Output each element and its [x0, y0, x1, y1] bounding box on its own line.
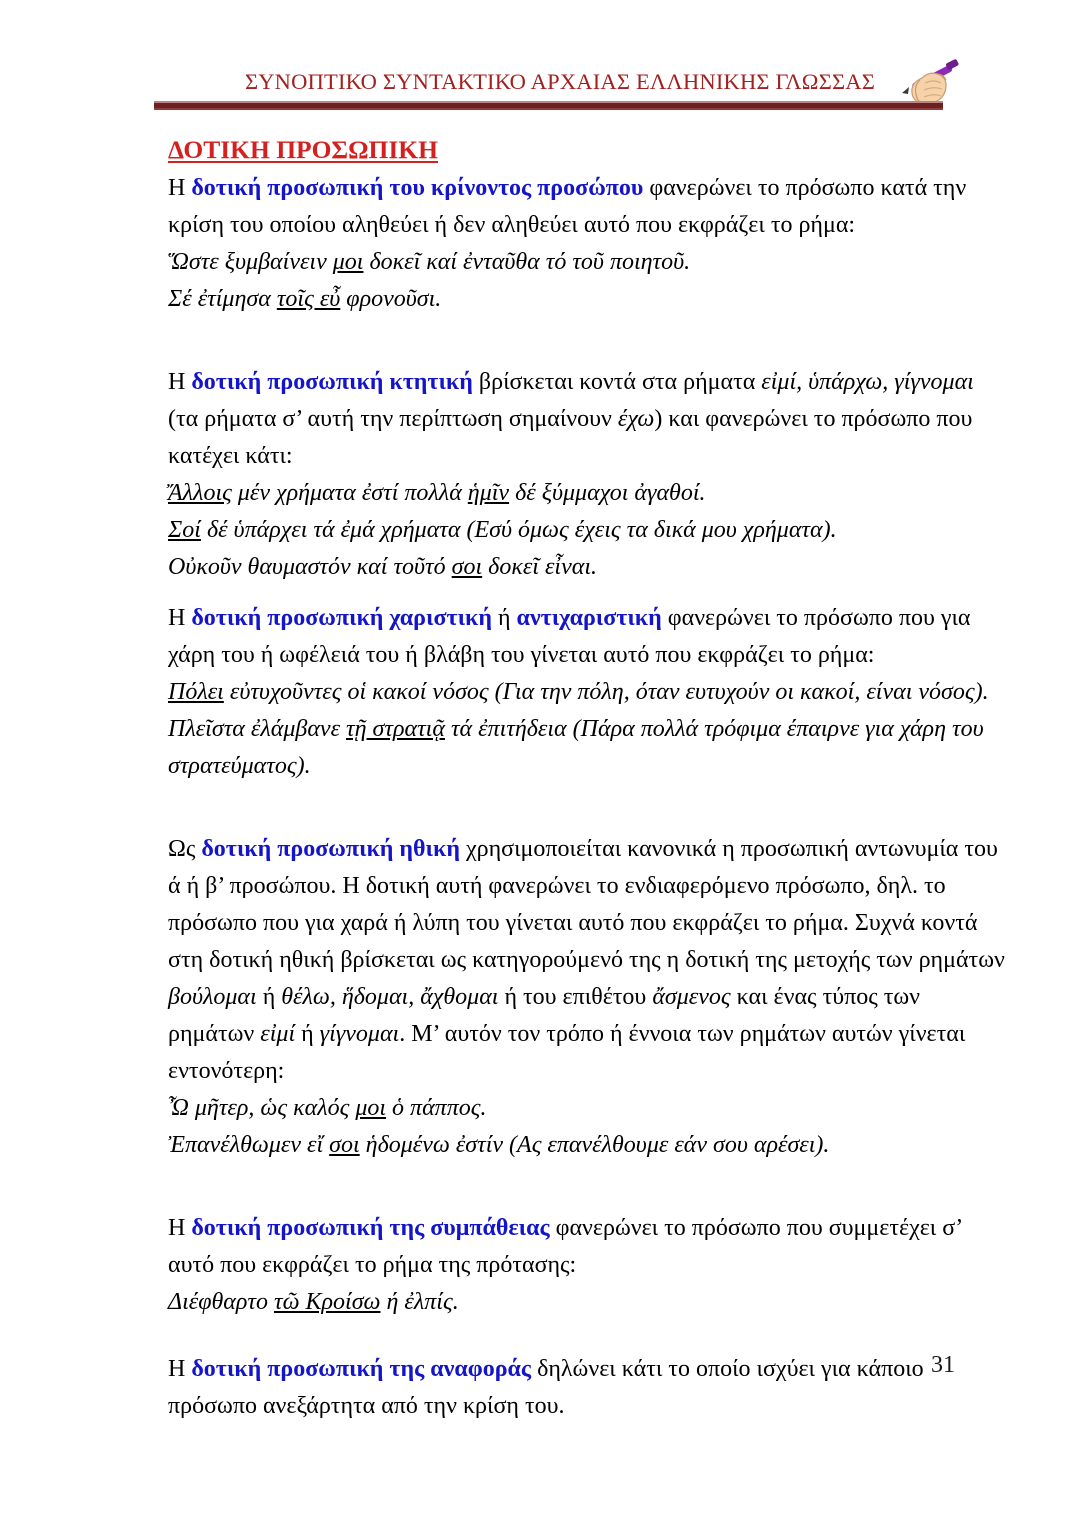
- page-number: 31: [931, 1352, 955, 1378]
- page-title: ΔΟΤΙΚΗ ΠΡΟΣΩΠΙΚΗ: [168, 134, 438, 164]
- lead-rest: (τα ρήματα σ’ αυτή την περίπτωση σημαίνουν: [168, 405, 618, 432]
- example-sentence: [168, 674, 1006, 711]
- dative-highlight: Πόλει: [168, 678, 224, 705]
- example-pre: Ὥστε ξυμβαίνειν: [168, 248, 333, 275]
- verb-italic: βούλομαι: [168, 983, 257, 1010]
- header-title: ΣΥΝΟΠΤΙΚΟ ΣΥΝΤΑΚΤΙΚΟ ΑΡΧΑΙΑΣ ΕΛΛΗΝΙΚΗΣ ΓΛΩΣΣΑΣ: [244, 69, 876, 94]
- example-post: δέ ξύμμαχοι ἀγαθοί.: [509, 479, 706, 506]
- dative-highlight: τῇ στρατιᾷ: [346, 715, 445, 742]
- example-post: ή ἐλπίς.: [380, 1288, 459, 1315]
- lead-rest: βρίσκεται κοντά στα ρήματα: [472, 368, 762, 395]
- lead-prefix: Η: [168, 1355, 192, 1382]
- lead-rest: ή του επιθέτου: [498, 983, 653, 1010]
- page-header: [160, 0, 1018, 110]
- example-post: εὐτυχοῦντες οἱ κακοί νόσος (Για την πόλη, όταν ευτυχούν οι κακοί, είναι νόσος).: [223, 678, 989, 705]
- example-pre: Διέφθαρτο: [168, 1288, 274, 1315]
- dative-highlight: σοι: [329, 1131, 360, 1158]
- header-divider: [154, 101, 943, 110]
- example-pre: Σέ ἐτίμησα: [168, 285, 277, 312]
- lead-rest: ) και φανερώνει το πρόσωπο που κατέχει κάτι:: [168, 405, 973, 469]
- example-sentence: [168, 711, 1006, 785]
- paragraph-krinontos-lead: [168, 170, 1006, 244]
- gloss-italic: έχω: [617, 405, 655, 432]
- dative-highlight: ἡμῖν: [467, 479, 510, 506]
- lead-rest: και ένας τύπος των ρημάτων: [168, 983, 921, 1047]
- paragraph-ethiki-lead: [168, 831, 1006, 1090]
- paragraph-ktitiki-lead: [168, 364, 1006, 475]
- lead-rest: ή: [295, 1020, 320, 1047]
- lead-rest: . Μ’ αυτόν τον τρόπο ή έννοια των ρημάτων αυτών γίνεται εντονότερη:: [168, 1020, 966, 1084]
- lead-prefix: Η: [168, 604, 192, 631]
- verb-list-italic: εἰμί, ὑπάρχω, γίγνομαι: [761, 368, 974, 395]
- example-pre: Πλεῖστα ἐλάμβανε: [168, 715, 347, 742]
- page-content: [168, 110, 1006, 1425]
- lead-prefix: Η: [168, 1214, 192, 1241]
- example-sentence: [168, 1127, 1006, 1164]
- example-post: ἡδομένω ἐστίν (Ας επανέλθουμε εάν σου αρέσει).: [359, 1131, 830, 1158]
- spacer: [168, 318, 1006, 364]
- lead-rest: φανερώνει το πρόσωπο κατά την κρίση του οποίου αληθεύει ή δεν αληθεύει αυτό που εκφράζει το ρήμα:: [168, 174, 967, 238]
- example-pre: Ὦ μῆτερ, ὡς καλός: [168, 1094, 356, 1121]
- adjective-italic: ἄσμενος: [652, 983, 731, 1010]
- lead-prefix: Η: [168, 368, 192, 395]
- example-post: δοκεῖ καί ἐνταῦθα τό τοῦ ποιητοῦ.: [363, 248, 691, 275]
- lead-rest: δηλώνει κάτι το οποίο ισχύει για κάποιο πρόσωπο ανεξάρτητα από την κρίση του.: [168, 1355, 924, 1419]
- dative-highlight: μοι: [355, 1094, 387, 1121]
- spacer: [168, 785, 1006, 831]
- term-ethiki: δοτική προσωπική ηθική: [201, 835, 460, 862]
- dative-highlight: Σοί: [168, 516, 201, 543]
- paragraph-anaforas-lead: [168, 1351, 1006, 1425]
- lead-mid: ή: [491, 604, 517, 631]
- example-post: φρονοῦσι.: [340, 285, 442, 312]
- example-sentence: [168, 549, 1006, 586]
- spacer: [168, 1321, 1006, 1351]
- lead-prefix: Ως: [168, 835, 202, 862]
- term-anaforas: δοτική προσωπική της αναφοράς: [191, 1355, 532, 1382]
- lead-prefix: Η: [168, 174, 192, 201]
- paragraph-charistiki-lead: [168, 600, 1006, 674]
- paragraph-sympatheias-lead: [168, 1210, 1006, 1284]
- lead-rest: φανερώνει το πρόσωπο που για χάρη του ή ωφέλειά του ή βλάβη του γίνεται αυτό που εκφράζει το ρήμα:: [168, 604, 971, 668]
- verb-list-italic: θέλω, ἥδομαι, ἄχθομαι: [281, 983, 499, 1010]
- lead-rest: χρησιμοποιείται κανονικά η προσωπική αντωνυμία του ά ή β’ προσώπου. Η δοτική αυτή φανερώνει το ενδιαφερόμενο πρόσωπο, δηλ. το πρόσωπο που για χαρά ή λύπη του γίνεται αυτό που εκφράζει το ρήμα. Συχνά κοντά στη δοτική ηθική βρίσκεται ως κατηγορούμενό της η δοτική της μετοχής των ρημάτων: [168, 835, 1005, 973]
- example-post: δοκεῖ εἶναι.: [482, 553, 597, 580]
- term-krinontos: δοτική προσωπική του κρίνοντος προσώπου: [191, 174, 644, 201]
- example-mid: δέ ὑπάρχει τά ἐμά χρήματα (Εσύ όμως έχεις τα δικά μου χρήματα).: [200, 516, 837, 543]
- spacer: [168, 586, 1006, 600]
- example-post: τά ἐπιτήδεια (Πάρα πολλά τρόφιμα έπαιρνε για χάρη του στρατεύματος).: [168, 715, 984, 779]
- example-sentence: [168, 1090, 1006, 1127]
- dative-highlight: τῶ Κροίσω: [273, 1288, 381, 1315]
- example-sentence: [168, 475, 1006, 512]
- dative-highlight: μοι: [332, 248, 364, 275]
- lead-rest: φανερώνει το πρόσωπο που συμμετέχει σ’ αυτό που εκφράζει το ρήμα της πρότασης:: [168, 1214, 962, 1278]
- term-sympatheias: δοτική προσωπική της συμπάθειας: [191, 1214, 550, 1241]
- verb-italic: εἰμί: [260, 1020, 296, 1047]
- term-ktitiki: δοτική προσωπική κτητική: [191, 368, 473, 395]
- dative-highlight: σοι: [451, 553, 483, 580]
- term-antiharistiki: αντιχαριστική: [516, 604, 662, 631]
- example-sentence: [168, 281, 1006, 318]
- example-sentence: [168, 512, 1006, 549]
- example-mid: μέν χρήματα ἐστί πολλά: [231, 479, 468, 506]
- example-sentence: [168, 1284, 1006, 1321]
- example-sentence: [168, 244, 1006, 281]
- spacer: [168, 1164, 1006, 1210]
- term-charistiki: δοτική προσωπική χαριστική: [191, 604, 492, 631]
- lead-rest: ή: [256, 983, 282, 1010]
- example-pre: Ἐπανέλθωμεν εἴ: [168, 1131, 330, 1158]
- example-pre: Οὐκοῦν θαυμαστόν καί τοῦτό: [168, 553, 452, 580]
- example-post: ὁ πάππος.: [386, 1094, 487, 1121]
- verb-italic: γίγνομαι: [319, 1020, 400, 1047]
- dative-highlight: τοῖς εὖ: [276, 285, 341, 312]
- dative-highlight: Ἄλλοις: [168, 479, 232, 506]
